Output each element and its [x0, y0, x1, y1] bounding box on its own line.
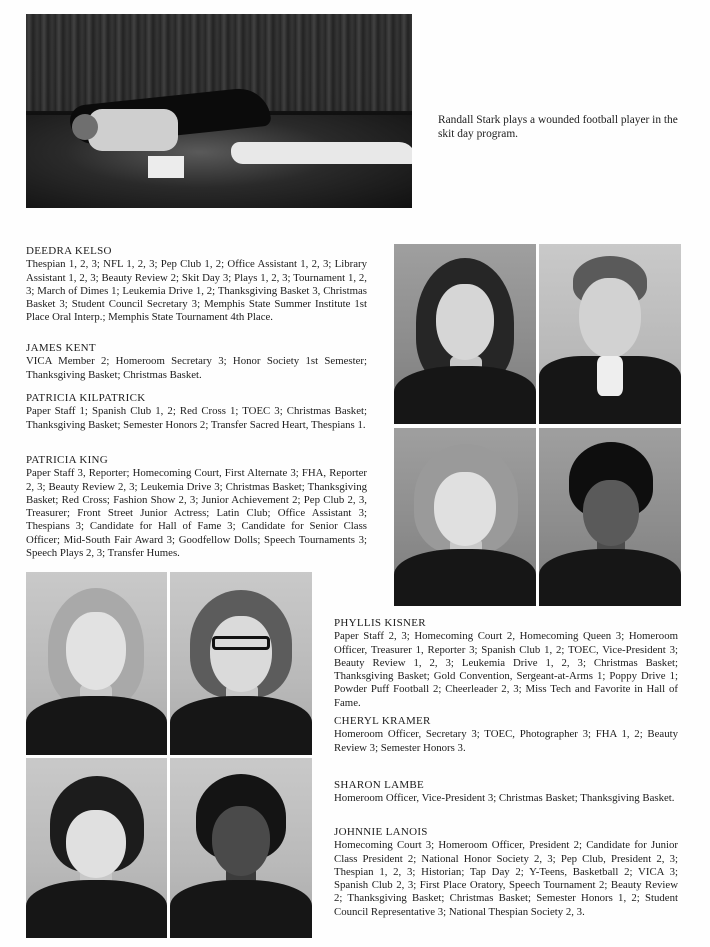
portrait-james-kent: [539, 244, 681, 424]
entry-patricia-kilpatrick: [26, 392, 367, 432]
entry-name: JAMES KENT: [26, 342, 96, 354]
portrait-sharon-lambe: [26, 758, 167, 938]
glasses-icon: [212, 636, 270, 650]
figure-shirt: [88, 109, 178, 151]
entry-james-kent: [26, 342, 367, 382]
entry-text: Homecoming Court 3; Homeroom Officer, President 2; Candidate for Junior Class President 2; National Honor Society 2, 3; Pep Club, President 2, 3; Thespian 1, 2, 3; Historian; Tap Day 2; Y-Teens, Basketball 2; VICA 3; Spanish Club 2, 3; First Place Oratory, Speech Tournament 2; Beauty Review 2; Thanksgiving Basket; Christmas Basket; Semester Honors 1, 2; Student Council Representative 3; National Thespian Society 2, 3.: [334, 839, 678, 918]
face: [212, 806, 270, 876]
entry-name: PATRICIA KING: [26, 454, 109, 466]
entry-text: VICA Member 2; Homeroom Secretary 3; Honor Society 1st Semester; Thanksgiving Basket; Christmas Basket.: [26, 355, 367, 381]
stage-box: [148, 156, 184, 178]
draped-dress: [539, 549, 681, 606]
entry-text: Homeroom Officer, Secretary 3; TOEC, Photographer 3; FHA 1, 2; Beauty Review 3; Semester Honors 3.: [334, 728, 678, 754]
entry-johnnie-lanois: [334, 826, 678, 919]
face: [210, 616, 272, 692]
face: [66, 612, 126, 690]
entry-name: JOHNNIE LANOIS: [334, 826, 428, 838]
portrait-patricia-kilpatrick: [394, 428, 536, 606]
entry-phyllis-kisner: [334, 617, 678, 710]
portrait-johnnie-lanois: [170, 758, 312, 938]
entry-deedra-kelso: [26, 245, 367, 325]
entry-patricia-king: [26, 454, 367, 560]
draped-dress: [170, 880, 312, 938]
entry-name: SHARON LAMBE: [334, 779, 425, 791]
entry-text: Thespian 1, 2, 3; NFL 1, 2, 3; Pep Club 1, 2; Office Assistant 1, 2, 3; Library Assistant 1, 2, 3; Beauty Review 2; Skit Day 3; Plays 1, 2, 3; Tournament 1, 2, 3; March of Dimes 1; Leukemia Drive 1, 2; Thanksgiving Basket 3, Christmas Basket 3; Student Council Secretary 3; Memphis State Summer Institute 1st Place Oral Interp.; Memphis State Tournament 4th Place.: [26, 258, 367, 324]
face: [434, 472, 496, 546]
entry-text: Paper Staff 1; Spanish Club 1, 2; Red Cross 1; TOEC 3; Christmas Basket; Thanksgiving Basket; Semester Honors 2; Transfer Sacred Heart, Thespians 1.: [26, 405, 367, 431]
figure-head: [72, 114, 98, 140]
blanket: [231, 142, 412, 164]
face: [66, 810, 126, 878]
entry-name: CHERYL KRAMER: [334, 715, 431, 727]
photo-caption: Randall Stark plays a wounded football player in the skit day program.: [438, 114, 678, 140]
portrait-cheryl-kramer: [170, 572, 312, 755]
entry-cheryl-kramer: [334, 715, 678, 755]
entry-sharon-lambe: [334, 779, 678, 806]
face: [579, 278, 641, 358]
entry-text: Paper Staff 3, Reporter; Homecoming Court, First Alternate 3; FHA, Reporter 2, 3; Beauty Review 2, 3; Leukemia Drive 3; Christmas Basket; Thanksgiving Basket; Red Cross; Fashion Show 2, 3; Junior Achievement 2; Pep Club 2, 3, Treasurer; Front Street Junior Actress; Latin Club; Office Assistant 3; Thespians 3; Candidate for Hall of Fame 3; Candidate for Senior Class Officer; Mid-South Fair Award 3; Goodfellow Dolls; Speech Tournaments 3; Speech Plays 2, 3; Transfer Humes.: [26, 467, 367, 560]
portrait-phyllis-kisner: [26, 572, 167, 755]
entry-name: PHYLLIS KISNER: [334, 617, 426, 629]
draped-dress: [26, 696, 167, 755]
entry-name: DEEDRA KELSO: [26, 245, 112, 257]
draped-dress: [26, 880, 167, 938]
entry-text: Homeroom Officer, Vice-President 3; Christmas Basket; Thanksgiving Basket.: [334, 792, 675, 805]
face: [583, 480, 639, 546]
face: [436, 284, 494, 360]
portrait-patricia-king: [539, 428, 681, 606]
shirt-collar: [597, 356, 623, 396]
entry-text: Paper Staff 2, 3; Homecoming Court 2, Homecoming Queen 3; Homeroom Officer, Treasurer 1, Reporter 3; Spanish Club 1, 2; TOEC, Vice-President 3; Beauty Review 1, 2, 3; Leukemia Drive 1, 2, 3; Christmas Basket; Thanksgiving Basket; Gold Convention, Sergeant-at-Arms 1; Poppy Drive 1; Powder Puff Football 2; Cheerleader 2, 3; Miss Tech and Favorite in Hall of Fame.: [334, 630, 678, 709]
draped-dress: [394, 549, 536, 606]
portrait-deedra-kelso: [394, 244, 536, 424]
entry-name: PATRICIA KILPATRICK: [26, 392, 146, 404]
draped-dress: [170, 696, 312, 755]
stage-photo: [26, 14, 412, 208]
draped-dress: [394, 366, 536, 424]
